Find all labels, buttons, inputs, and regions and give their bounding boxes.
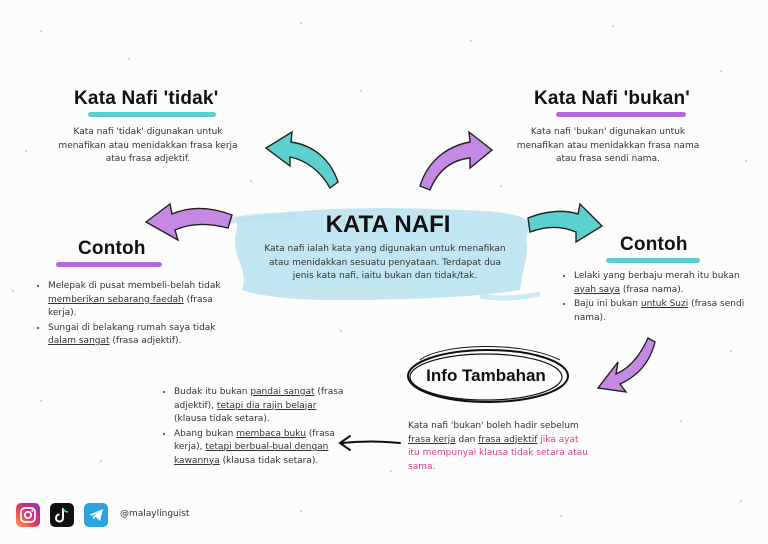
list-item: • Melepak di pusat membeli-belah tidak memberikan sebarang faedah (frasa kerja). xyxy=(48,280,226,321)
instagram-icon[interactable] xyxy=(16,503,40,527)
contoh-right-title: Contoh xyxy=(620,234,688,255)
contoh-right-list xyxy=(564,270,752,326)
arrow-right-teal xyxy=(528,204,602,242)
central-description: Kata nafi ialah kata yang digunakan untuk menafikan atau menidakkan sesuatu penyataan. Terdapat dua jenis kata nafi, iaitu bukan dan tidak/tak. xyxy=(264,244,506,281)
telegram-icon[interactable] xyxy=(84,503,108,527)
bukan-description: Kata nafi 'bukan' digunakan untuk menafikan atau menidakkan frasa nama atau frasa sendi nama. xyxy=(516,127,700,164)
tiktok-icon[interactable] xyxy=(50,503,74,527)
tidak-underline xyxy=(88,112,216,117)
list-item: • Budak itu bukan pandai sangat (frasa adjektif), tetapi dia rajin belajar (klausa tidak setara). xyxy=(174,386,350,427)
list-item: • Lelaki yang berbaju merah itu bukan ayah saya (frasa nama). xyxy=(574,270,752,297)
contoh-right-underline xyxy=(606,258,700,263)
bukan-underline xyxy=(556,112,686,117)
arrow-down-left-purple xyxy=(598,338,655,392)
contoh-left-underline xyxy=(56,262,162,267)
tidak-description: Kata nafi 'tidak' digunakan untuk menafikan atau menidakkan frasa kerja atau frasa adjektif. xyxy=(58,127,238,164)
contoh-left-list xyxy=(38,280,226,350)
tidak-title: Kata Nafi 'tidak' xyxy=(74,88,219,109)
list-item: • Sungai di belakang rumah saya tidak dalam sangat (frasa adjektif). xyxy=(48,322,226,349)
list-item: • Baju ini bukan untuk Suzi (frasa sendi nama). xyxy=(574,298,752,325)
contoh-left-title: Contoh xyxy=(78,238,146,259)
info-examples-list xyxy=(164,386,350,469)
info-description: Kata nafi 'bukan' boleh hadir sebelum frasa kerja dan frasa adjektif jika ayat itu mempunyai klausa tidak setara atau sama. xyxy=(408,421,588,472)
arrow-up-right-purple xyxy=(420,132,492,190)
social-handle: @malaylinguist xyxy=(120,509,190,519)
list-item: • Abang bukan membaca buku (frasa kerja), tetapi berbual-bual dengan kawannya (klausa tidak setara). xyxy=(174,428,350,469)
arrow-up-left-teal xyxy=(266,132,338,188)
bukan-title: Kata Nafi 'bukan' xyxy=(534,88,691,109)
central-title: KATA NAFI xyxy=(325,211,451,238)
arrow-left-purple xyxy=(146,204,232,240)
info-title: Info Tambahan xyxy=(426,366,546,385)
